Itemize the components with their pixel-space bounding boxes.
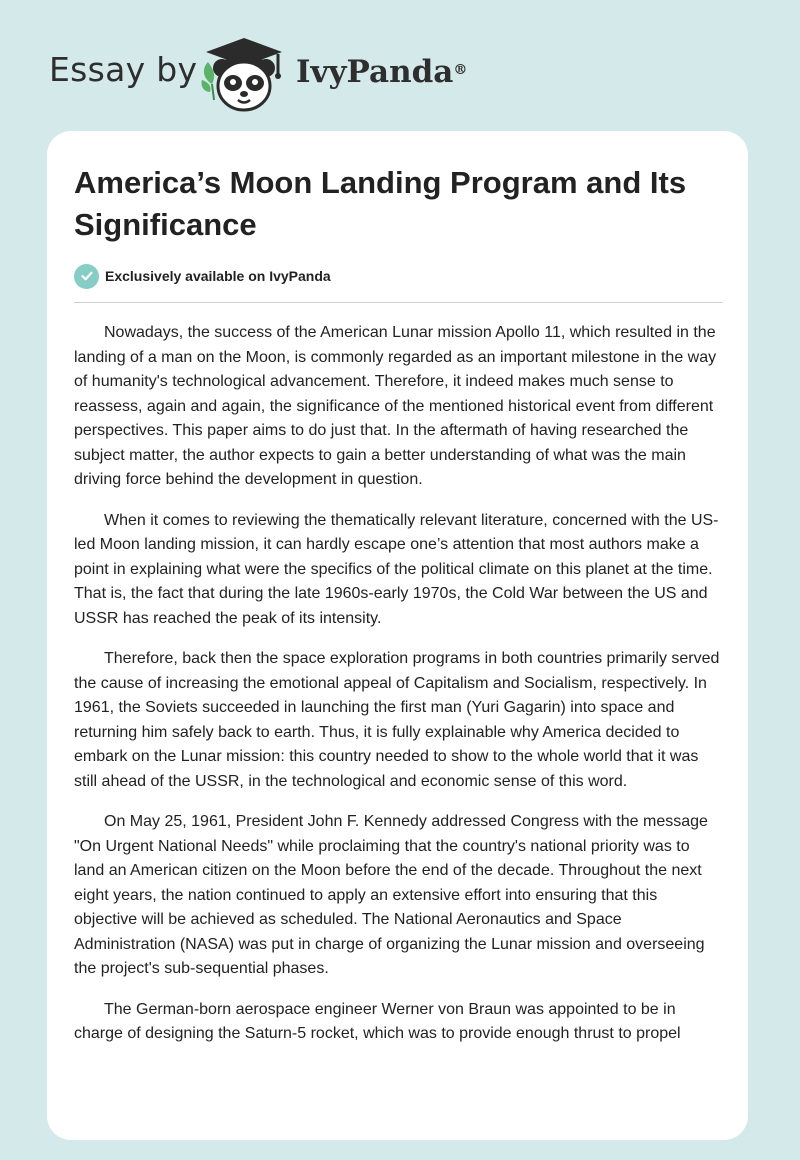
check-circle-icon [74, 264, 99, 289]
essay-body [74, 321, 724, 1063]
paragraph: When it comes to reviewing the thematically relevant literature, concerned with the US-led Moon landing mission, it can hardly escape one’s attention that most authors make a point in explaining what were the specifics of the political climate on this planet at the time. That is, the fact that during the late 1960s-early 1970s, the Cold War between the US and USSR has reached the peak of its intensity. [74, 511, 719, 627]
paragraph: Therefore, back then the space exploration programs in both countries primarily served the cause of increasing the emotional appeal of Capitalism and Socialism, respectively. In 1961, the Soviets succeeded in launching the first man (Yuri Gagarin) into space and returning him safely back to earth. Thus, it is fully explainable why America decided to embark on the Lunar mission: this country needed to show to the whole world that it was still ahead of the USSR, in the technological and economic sense of this word. [74, 650, 720, 790]
brand-text: IvyPanda [296, 54, 454, 90]
site-header [0, 0, 800, 120]
exclusive-badge [74, 263, 331, 289]
divider [74, 302, 723, 303]
paragraph: The German-born aerospace engineer Werner von Braun was appointed to be in charge of designing the Saturn-5 rocket, which was to provide enough thrust to propel [74, 1000, 681, 1042]
panda-graduate-icon[interactable] [198, 34, 290, 112]
essay-title: America’s Moon Landing Program and Its Significance [74, 165, 687, 242]
essay-by-label: Essay by [49, 50, 198, 89]
paragraph: Nowadays, the success of the American Lunar mission Apollo 11, which resulted in the landing of a man on the Moon, is commonly regarded as an important milestone in the way of humanity's technological advancement. Therefore, it indeed makes much sense to reassess, again and again, the significance of the mentioned historical event from different perspectives. This paper aims to do just that. In the aftermath of having researched the subject matter, the author expects to gain a better understanding of what was the main driving force behind the development in question. [74, 324, 717, 488]
exclusive-badge-label: Exclusively available on IvyPanda [105, 268, 331, 284]
trademark-symbol: ® [453, 62, 468, 78]
paragraph: On May 25, 1961, President John F. Kennedy addressed Congress with the message "On Urgent National Needs" while proclaiming that the country's national priority was to land an American citizen on the Moon before the end of the decade. Throughout the next eight years, the nation continued to apply an extensive effort into ensuring that this objective will be achieved as scheduled. The National Aeronautics and Space Administration (NASA) was put in charge of organizing the Lunar mission and overseeing the project's sub-sequential phases. [74, 813, 708, 977]
brand-name[interactable] [296, 52, 467, 92]
essay-card [47, 131, 748, 1140]
